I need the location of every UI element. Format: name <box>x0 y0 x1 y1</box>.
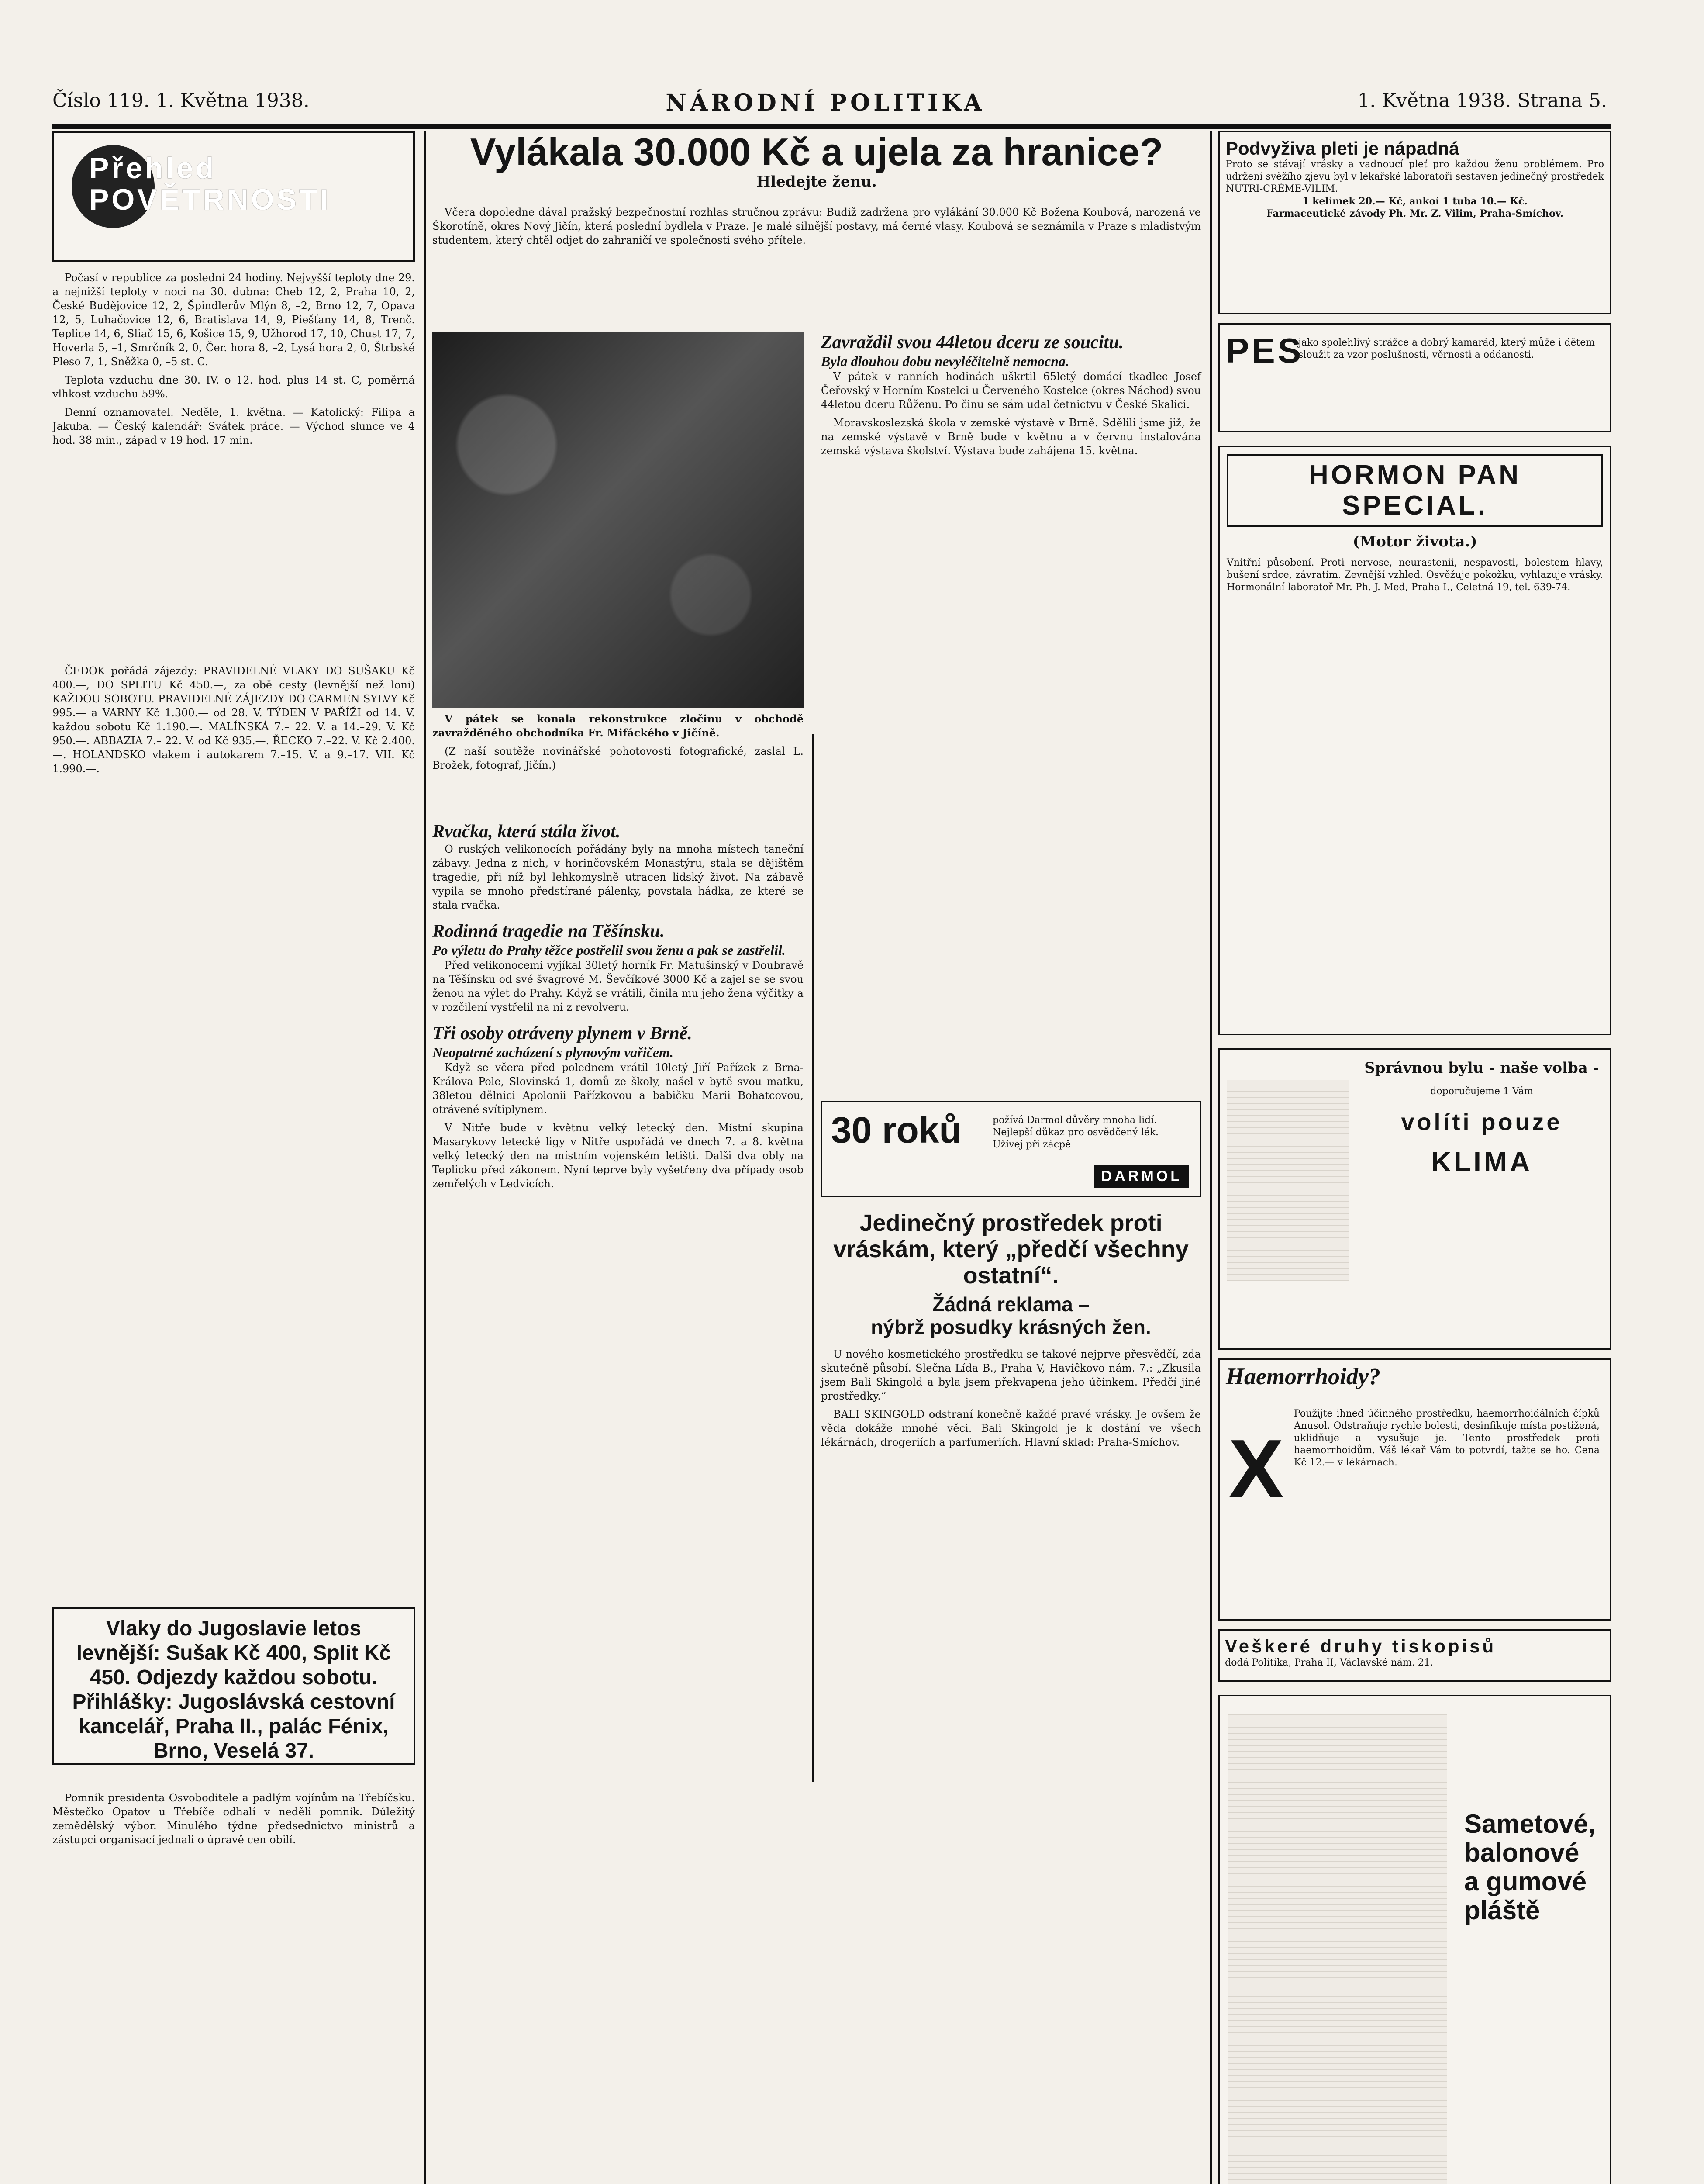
hormon-title-box <box>1227 454 1603 527</box>
right-column <box>1218 131 1611 2184</box>
darmol-text: požívá Darmol důvěry mnoha lidí. Nejlepší důkaz pro osvědčený lék. Užívej při zácpě <box>993 1115 1159 1150</box>
typewriter-illustration <box>1227 1080 1349 1281</box>
left-column-news-paragraph: Pomník presidenta Osvoboditele a padlým vojínům na Třebíčsku. Městečko Opatov u Třebíče odhalí v neděli pomník. Dúležitý zemědělský výbor. Minulého týdne předsednictvo ministrů a zástupci organisací jednali o úpravě cen obilí. <box>52 1792 415 1846</box>
main-lead <box>432 205 1201 252</box>
issue-date-right: 1. Května 1938. Strana 5. <box>1357 90 1607 112</box>
anusol-title: Haemorrhoidy? <box>1226 1363 1381 1389</box>
crime-photo <box>432 332 804 708</box>
article-brno-paragraph: Když se včera před polednem vrátil 10letý Jiří Pařízek z Brna-Králova Pole, Slovinská 1, domů ze školy, našel v bytě svou matku, 38letou dělnici Apolonii Pařízkovou a babičku Marii Bohatcovou, otrávené svítiplynem. <box>432 1061 804 1116</box>
cedok-paragraph: ČEDOK pořádá zájezdy: PRAVIDELNÉ VLAKY DO SUŠAKU Kč 400.—, DO SPLITU Kč 450.—, za obě cesty (levnější než loni) KAŽDOU SOBOTU. PRAVIDELNÉ ZÁJEZDY DO CARMEN SYLVY Kč 995.— a VARNY Kč 1.300.— od 28. V. TÝDEN V PAŘÍŽI od 14. V. každou sobotu Kč 1.190.—. MALÍNSKÁ 7.– 22. V. a 14.–29. V. Kč 950.—. ABBAZIA 7.– 22. V. od Kč 935.—. ŘECKO 7.–22. V. Kč 2.400.—. HOLANDSKO vlakem i autokarem 7.–15. V. a 9.–17. VII. Kč 1.990.—. <box>52 665 415 775</box>
pleti-price: 1 kelímek 20.— Kč, ankoí 1 tuba 10.— Kč. <box>1302 196 1528 207</box>
printing-title: Veškeré druhy tiskopisů <box>1225 1636 1497 1656</box>
cosmetic-title: Jedinečný prostředek proti vráskám, který „předčí všechny ostatní“. <box>833 1210 1189 1289</box>
klima-subtitle: doporučujeme 1 Vám <box>1430 1086 1533 1097</box>
anusol-text: Použijte ihned účinného prostředku, haemorrhoidálních čípků Anusol. Odstraňuje rychle bolesti, desinfikuje místa postižená, uklidňuje a vysušuje je. Tento prostředek proti haemorrhoidům. Váš lékař Vám to potvrdí, tažte se ho. Cena Kč 12.— v lékárnách. <box>1294 1408 1600 1468</box>
main-subheadline: Hledejte ženu. <box>756 173 877 190</box>
main-headline-area <box>432 131 1201 197</box>
x-mark-icon: X <box>1228 1423 1284 1515</box>
cosmetic-text <box>821 1347 1201 1449</box>
cosmetic-ad <box>821 1210 1201 1931</box>
top-rule <box>52 124 1611 129</box>
article-rvacka-title: Rvačka, která stála život. <box>432 822 621 842</box>
center-right-article <box>821 332 1201 1075</box>
article-brno-title: Tři osoby otráveny plynem v Brně. <box>432 1023 692 1044</box>
main-lead-paragraph: Včera dopoledne dával pražský bezpečnostní rozhlas stručnou zprávu: Budiž zadržena pro vylákání 30.000 Kč Božena Koubová, narozená ve Škorotíně, okres Nový Jičín, která poslední bydlela v Praze. Je malé silnější postavy, má černé vlasy. Koubová se seznámila v Praze s mladistvým studentem, který chtěl odjet do zahraničí ve společnosti svého přítele. <box>432 206 1201 246</box>
column-divider-3 <box>812 734 814 1782</box>
article-tesinsko-title: Rodinná tragedie na Těšínsku. <box>432 921 665 941</box>
column-divider-1 <box>424 131 426 2184</box>
hormon-title: HORMON PAN SPECIAL. <box>1309 460 1521 521</box>
article-rvacka-text <box>432 842 804 912</box>
article-dcera-text <box>821 370 1201 458</box>
pleti-company: Farmaceutické závody Ph. Mr. Z. Vilim, Praha-Smíchov. <box>1266 208 1564 219</box>
fashion-illustration <box>1228 1714 1447 2184</box>
article-brno-subtitle: Neopatrné zacházení s plynovým vařičem. <box>432 1044 673 1060</box>
weather-title-box <box>52 131 415 262</box>
main-headline: Vylákala 30.000 Kč a ujela za hranice? <box>470 130 1163 173</box>
pes-title: PES <box>1226 331 1304 370</box>
hormon-ad <box>1218 446 1611 1035</box>
pes-text: jako spolehlivý strážce a dobrý kamarád, který může i dětem sloužit za vzor poslušnosti, věrnosti a oddanosti. <box>1298 337 1595 360</box>
weather-text <box>52 271 415 452</box>
cedok-text <box>52 664 415 780</box>
article-tesinsko-text <box>432 958 804 1014</box>
left-column <box>52 131 415 2184</box>
pes-ad <box>1218 323 1611 432</box>
newspaper-title: NÁRODNÍ POLITIKA <box>666 90 985 116</box>
photo-caption: V pátek se konala rekonstrukce zločinu v obchodě zavražděného obchodníka Fr. Mifáckého v Jičíně. <box>432 712 804 739</box>
article-rvacka-paragraph: O ruských velikonocích pořádány byly na mnoha místech taneční zábavy. Jedna z nich, v horinčovském Monastýru, stala se dějištěm tragedie, při níž byl lehkomyslně utracen lidský život. Na zábavě vypila se mnoho předstírané pálenky, povstala hádka, ze které se stala rvačka. <box>432 843 804 911</box>
anusol-ad <box>1218 1358 1611 1621</box>
klima-volba: volíti pouze <box>1401 1109 1563 1135</box>
weather-paragraph-1: Počasí v republice za poslední 24 hodiny. Nejvyšší teploty dne 29. a nejnižší teploty v noci na 30. dubna: Cheb 12, 2, Praha 10, 2, České Budějovice 12, 2, Špindlerův Mlýn 8, –2, Brno 12, 7, Opava 12, 5, Luhačovice 12, 6, Bratislava 14, 9, Piešťany 14, 8, Trenč. Teplice 14, 6, Sliač 15, 6, Košice 15, 9, Užhorod 17, 10, Chust 17, 7, Hoverla 5, –1, Smrčník 2, 0, Čer. hora 8, –2, Lysá hora 2, 0, Štrbské Pleso 7, 1, Sněžka 0, –5 st. C. <box>52 272 415 368</box>
center-left-articles <box>432 821 804 1782</box>
photo-credit: (Z naší soutěže novinářské pohotovosti fotografické, zaslal L. Brožek, fotograf, Jičín.) <box>432 745 804 771</box>
article-brno-more: V Nitře bude v květnu velký letecký den. Místní skupina Masarykovy letecké ligy v Nitře uspořádá ve dnech 7. a 8. května velký letecký den na místním vojenském letišti. Dalši dva obly na Teplicku před zákonem. Nyní teprve byly vyšetřeny dva případy osob zemřelých v Ledvicích. <box>432 1122 804 1190</box>
pleti-title: Podvyživa pleti je nápadná <box>1226 138 1459 159</box>
cosmetic-subtitle-1: Žádná reklama – <box>932 1293 1090 1316</box>
yugoslavia-ad-text: Vlaky do Jugoslavie letos levnější: Sušak Kč 400, Split Kč 450. Odjezdy každou sobotu. Přihlášky: Jugoslávská cestovní kancelář, Praha II., palác Fénix, Brno, Veselá 37. <box>72 1617 395 1762</box>
fashion-title: Sametové, balonové a gumové pláště <box>1464 1809 1596 1925</box>
article-dcera-paragraph: V pátek v ranních hodinách uškrtil 65letý domácí tkadlec Josef Čeřovský v Horním Kostelci u Červeného Kostelce (okres Náchod) svou 44letou dceru Růženu. Po činu se sám udal četnictvu v České Skalici. <box>821 370 1201 411</box>
cosmetic-paragraph-2: BALI SKINGOLD odstraní konečně každé pravé vrásky. Je ovšem že věda dokáže mnohé věci. Bali Skingold je k dostání ve všech lékárnách, drogeriích a parfumeriích. Hlavní sklad: Praha-Smíchov. <box>821 1408 1201 1448</box>
photo-caption-block <box>432 712 804 777</box>
darmol-logo: DARMOL <box>1094 1165 1189 1188</box>
article-dcera-more: Moravskoslezská škola v zemské výstavě v Brně. Sdělili jsme již, že na zemské výstavě v Brně bude v květnu a v červnu instalována zemská výstava školství. Výstava bude zahájena 15. května. <box>821 417 1201 457</box>
klima-title: Správnou bylu - naše volba - <box>1364 1059 1599 1077</box>
cosmetic-paragraph-1: U nového kosmetického prostředku se takové nejprve přesvědčí, zda skutečně působí. Slečna Lída B., Praha V, Haviĉkovo nám. 7.: „Zkusila jsem Bali Skingold a byla jsem překvapena jeho účinkem. Předčí jiné prostředky.“ <box>821 1348 1201 1402</box>
issue-date-left: Číslo 119. 1. Května 1938. <box>52 90 310 112</box>
cosmetic-subtitle-2: nýbrž posudky krásných žen. <box>871 1316 1151 1338</box>
pleti-ad <box>1218 131 1611 314</box>
klima-ad <box>1218 1048 1611 1350</box>
hormon-subtitle: (Motor života.) <box>1352 533 1477 550</box>
printing-subtitle: dodá Politika, Praha II, Václavské nám. 21. <box>1225 1657 1433 1668</box>
weather-paragraph-2: Teplota vzduchu dne 30. IV. o 12. hod. plus 14 st. C, poměrná vlhkost vzduchu 59%. <box>52 374 415 400</box>
article-tesinsko-subtitle: Po výletu do Prahy těžce postřelil svou ženu a pak se zastřelil. <box>432 942 786 958</box>
left-column-news <box>52 1791 415 1851</box>
printing-ad <box>1218 1629 1611 1682</box>
article-tesinsko-paragraph: Před velikonocemi vyjíkal 30letý horník Fr. Matušinský v Doubravě na Těšínsku od své švagrové M. Ševčíkové 3000 Kč a zajel se se svou ženou na výlet do Prahy. Když se vrátili, činila mu jeho žena výčitky a v rozčilení vystřelil na ni z revolveru. <box>432 959 804 1013</box>
weather-title: Přehled POVĚTRNOSTI <box>89 152 331 216</box>
article-brno-text <box>432 1061 804 1191</box>
weather-paragraph-3: Denní oznamovatel. Neděle, 1. května. — Katolický: Filipa a Jakuba. — Český kalendář: Svátek práce. — Východ slunce ve 4 hod. 38 min., západ v 19 hod. 17 min. <box>52 406 415 446</box>
article-dcera-title: Zavraždil svou 44letou dceru ze soucitu. <box>821 332 1124 352</box>
hormon-text: Vnitřní působení. Proti nervose, neurastenii, nespavosti, bolestem hlavy, bušení srdce, závratím. Zevnější vzhled. Osvěžuje pokožku, vyhlazuje vrásky. Hormonální laboratoř Mr. Ph. J. Med, Praha I., Celetná 19, tel. 639-74. <box>1227 557 1603 593</box>
column-divider-2 <box>1210 131 1212 2184</box>
pleti-text: Proto se stávají vrásky a vadnoucí pleť pro každou ženu problémem. Pro udržení svěžího zjevu byl v lékařské laboratoři sestaven jedinečný prostředek NUTRI-CRÈME-VILIM. <box>1226 159 1604 194</box>
klima-brand: KLIMA <box>1431 1146 1533 1178</box>
yugoslavia-ad <box>52 1607 415 1765</box>
fashion-ad <box>1218 1695 1611 2184</box>
darmol-ad <box>821 1101 1201 1197</box>
darmol-title: 30 roků <box>831 1109 962 1151</box>
article-dcera-subtitle: Byla dlouhou dobu nevyléčitelně nemocna. <box>821 353 1069 369</box>
